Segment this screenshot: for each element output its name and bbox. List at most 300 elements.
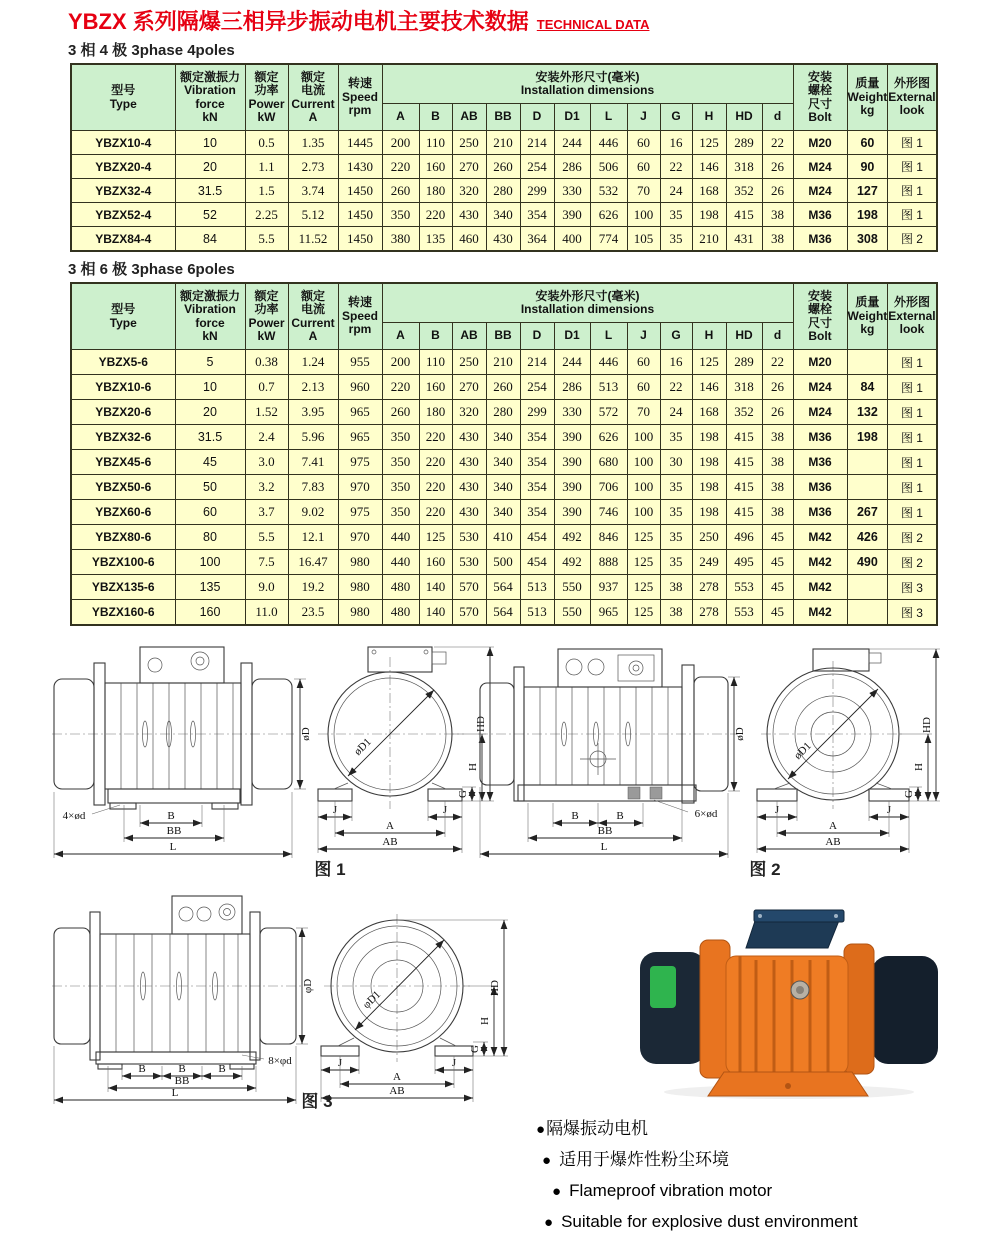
feature-text: 适用于爆炸性粉尘环境 [559,1150,730,1169]
table-6pole-body [71,350,937,626]
cell-value: 965 [338,425,382,450]
figure2-drawing [478,637,948,867]
cell-value: 198 [692,203,726,227]
col-header-dims-group [382,283,793,323]
cell-value: 135 [175,575,245,600]
cell-type: YBZX80-6 [71,525,175,550]
cell-value: 22 [762,350,793,375]
cell-value: 45 [762,575,793,600]
cell-value: 550 [554,575,590,600]
header-line: 螺栓 [807,302,832,317]
cell-value: 60 [175,500,245,525]
cell-value: 330 [554,179,590,203]
cell-value: 60 [627,350,660,375]
table-row [71,550,937,575]
cell-value: 318 [726,375,762,400]
col-header-dim: D1 [554,323,590,350]
cell-value: 354 [520,475,554,500]
cell-value: 35 [660,500,692,525]
cell-value: 254 [520,375,554,400]
header-line: Weight [847,89,888,104]
col-header-dim: D [520,323,554,350]
cell-value: 970 [338,475,382,500]
col-header-dim: BB [486,104,520,131]
cell-value: 318 [726,155,762,179]
table-6pole [70,282,938,626]
cell-value: 45 [762,600,793,626]
cell-value: 23.5 [288,600,338,626]
table-row [71,450,937,475]
cell-value: 图 1 [888,203,937,227]
col-header-dim: G [660,323,692,350]
cell-value: 100 [627,203,660,227]
cell-value: 50 [175,475,245,500]
cell-value: 60 [847,131,888,155]
cell-value: 10 [175,375,245,400]
cell-value: 60 [627,131,660,155]
cell-value: 84 [175,227,245,252]
cell-value: 160 [175,600,245,626]
header-line: 安装 [807,288,832,303]
cell-value: 125 [627,550,660,575]
cell-value: 160 [419,550,452,575]
cell-value: 图 2 [888,227,937,252]
cell-value: 70 [627,179,660,203]
col-header-weight [847,283,888,350]
cell-value: 11.52 [288,227,338,252]
cell-value: 244 [554,131,590,155]
cell-value: 38 [762,500,793,525]
dim-label-j: J [451,1057,457,1069]
cell-value: 440 [382,550,419,575]
cell-value: 20 [175,155,245,179]
cell-value: 198 [692,500,726,525]
cell-value: 5.12 [288,203,338,227]
cell-type: YBZX135-6 [71,575,175,600]
dim-label-b: B [571,810,579,822]
col-header-dim: HD [726,104,762,131]
feature-text: Flameproof vibration motor [569,1181,773,1200]
motor-base [708,1072,868,1096]
table-row [71,500,937,525]
cell-value: 495 [726,550,762,575]
cell-value: 198 [692,475,726,500]
cell-value: M42 [793,550,847,575]
cell-value: 250 [452,350,486,375]
header-line: Speed [341,89,378,104]
cell-value: 图 1 [888,450,937,475]
cell-value: 513 [520,575,554,600]
col-header-dim: B [419,323,452,350]
cell-value: 160 [419,375,452,400]
dim-label-holes8: 8×φd [268,1055,292,1067]
cell-value: 图 1 [888,425,937,450]
cell-value: 1.52 [245,400,288,425]
cell-value: 774 [590,227,627,252]
table-row [71,475,937,500]
cell-value: 140 [419,600,452,626]
col-header-speed [338,283,382,350]
cell-value: 564 [486,575,520,600]
figure3-caption: 图 3 [301,1092,333,1111]
col-header-dim: L [590,104,627,131]
cell-value: 16.47 [288,550,338,575]
cell-value: 146 [692,375,726,400]
cell-value: M36 [793,227,847,252]
cell-value: M24 [793,155,847,179]
cell-value: 496 [726,525,762,550]
dim-label-h: H [467,763,479,771]
cell-value: M20 [793,131,847,155]
cell-value: 340 [486,425,520,450]
cell-value: 图 1 [888,350,937,375]
cell-value: M42 [793,575,847,600]
cell-value: 35 [660,425,692,450]
cell-value: 430 [486,227,520,252]
dim-label-b: B [138,1063,146,1075]
cell-value: 200 [382,131,419,155]
col-header-force [175,64,245,131]
cell-value: 364 [520,227,554,252]
header-line: kg [860,103,875,118]
col-header-dims-group [382,64,793,104]
cell-value: 38 [762,227,793,252]
cell-value: 210 [692,227,726,252]
dim-label-ab: AB [825,836,841,848]
cell-value: 506 [590,155,627,179]
figure3-drawing [52,894,517,1106]
cell-value: 5.96 [288,425,338,450]
cell-value: 415 [726,450,762,475]
cell-value: 35 [660,475,692,500]
cell-value: 1450 [338,227,382,252]
dim-label-g: G [457,790,469,798]
col-header-external [888,64,937,131]
dim-label-l: L [171,1087,179,1099]
cell-value: 35 [660,203,692,227]
cell-value: 975 [338,450,382,475]
header-line: 型号 [111,302,136,317]
cell-value: 354 [520,203,554,227]
dim-label-a: A [386,820,394,832]
col-header-power [245,64,288,131]
dim-label-a: A [829,820,837,832]
dim-label-phi-d1: φD1 [360,988,384,1012]
cell-type: YBZX10-6 [71,375,175,400]
cell-value: 415 [726,475,762,500]
col-header-dim: J [627,104,660,131]
header-line: 安装外形尺寸(毫米) [535,69,640,84]
header-line: 额定激振力 [179,288,240,303]
cell-value: 278 [692,575,726,600]
cell-value: 图 2 [888,550,937,575]
cell-type: YBZX5-6 [71,350,175,375]
cell-value: M24 [793,375,847,400]
col-header-dim: L [590,323,627,350]
cell-value: 380 [382,227,419,252]
cell-value: 260 [382,179,419,203]
header-line: Vibration [184,83,236,98]
cell-value: 1430 [338,155,382,179]
cell-value: 1.24 [288,350,338,375]
col-header-dim: d [762,323,793,350]
table-row [71,400,937,425]
dim-label-j: J [774,804,780,816]
cell-value: 60 [627,155,660,179]
figures-area [0,632,1000,1238]
header-line: Bolt [808,109,832,124]
cell-value: 3.7 [245,500,288,525]
cell-value: 340 [486,475,520,500]
cell-value: M36 [793,475,847,500]
cell-type: YBZX84-4 [71,227,175,252]
header-line: Current [291,96,335,111]
header-line: Power [248,315,285,330]
section-title-6pole: 3 相 6 极 3phase 6poles [68,261,235,278]
header-line: kW [257,328,276,343]
cell-value: 100 [627,450,660,475]
cell-value: 431 [726,227,762,252]
cell-value: 260 [486,375,520,400]
header-line: 额定 [254,288,279,303]
cell-value: 270 [452,155,486,179]
cell-value: 图 3 [888,575,937,600]
fig1-front-dimensions [318,647,494,853]
header-line: kN [202,328,218,343]
cell-value: 7.83 [288,475,338,500]
fig2-side-view [478,649,738,803]
fig3-front-dimensions [321,920,508,1102]
cell-value: 5.5 [245,525,288,550]
cell-value: 1450 [338,203,382,227]
cell-value: 38 [762,475,793,500]
cell-value: 1450 [338,179,382,203]
cell-value: 550 [554,600,590,626]
header-line: 尺寸 [807,315,832,330]
cell-value: 26 [762,375,793,400]
header-line: kg [860,322,875,337]
cell-value: 31.5 [175,179,245,203]
cell-value: 530 [452,550,486,575]
cell-value: 125 [627,600,660,626]
bullet-icon: ● [536,1121,546,1138]
cell-value: 354 [520,450,554,475]
header-line: force [195,96,225,111]
dim-label-dia-d1: øD1 [351,735,374,758]
cell-value: 127 [847,179,888,203]
cell-value: 286 [554,155,590,179]
dim-label-g: G [903,790,915,798]
dim-label-h: H [479,1017,491,1025]
cell-value: 60 [627,375,660,400]
cell-type: YBZX20-4 [71,155,175,179]
header-line: 转速 [347,76,372,91]
dim-label-a: A [393,1071,401,1083]
cell-value: 888 [590,550,627,575]
dim-label-g: G [469,1045,481,1053]
dim-label-phi-d: φD [302,978,314,994]
cell-value: 965 [590,600,627,626]
cell-value: 570 [452,575,486,600]
cell-value: 553 [726,575,762,600]
cell-value: 553 [726,600,762,626]
cell-value: 80 [175,525,245,550]
cell-value: 980 [338,575,382,600]
table-row [71,600,937,626]
feature-item [536,1207,986,1238]
cell-value: 340 [486,500,520,525]
fig2-front-view [757,649,909,809]
header-line: Current [291,315,335,330]
cell-value: 214 [520,131,554,155]
cell-value: 220 [382,155,419,179]
cell-value: 492 [554,525,590,550]
cell-value: 220 [419,500,452,525]
table-4pole [70,63,938,252]
cell-value: 350 [382,475,419,500]
cell-value: 430 [452,475,486,500]
cell-value: 52 [175,203,245,227]
cell-value: 350 [382,450,419,475]
cell-value: 图 2 [888,525,937,550]
cell-value: 390 [554,425,590,450]
cell-value: 289 [726,350,762,375]
cell-value: 390 [554,475,590,500]
cell-value: 38 [762,425,793,450]
cell-type: YBZX20-6 [71,400,175,425]
dim-label-ab: AB [382,836,398,848]
cell-value: 446 [590,131,627,155]
cell-value: 572 [590,400,627,425]
page-title-cn: YBZX 系列隔爆三相异步振动电机主要技术数据 [68,9,529,34]
cell-value: 320 [452,179,486,203]
cell-value: 746 [590,500,627,525]
dim-label-holes6: 6×ød [694,808,718,820]
header-line: 质量 [855,295,880,310]
col-header-weight [847,64,888,131]
green-label [650,966,676,1008]
dim-label-dia-d: øD [734,727,746,741]
cell-value: 3.0 [245,450,288,475]
cell-value: 0.7 [245,375,288,400]
feature-text: 隔爆振动电机 [546,1119,649,1138]
dim-label-bb: BB [174,1075,190,1087]
cell-value [847,350,888,375]
dim-label-dia-d: øD [300,727,312,741]
dim-label-j: J [337,1057,343,1069]
header-line: kN [202,109,218,124]
cell-value: 286 [554,375,590,400]
cell-value: 180 [419,179,452,203]
figure1-caption: 图 1 [314,860,346,879]
cell-value: 350 [382,425,419,450]
cell-value: 446 [590,350,627,375]
cell-value: 430 [452,500,486,525]
col-header-dim: AB [452,323,486,350]
dim-label-h: H [913,763,925,771]
cell-value: 970 [338,525,382,550]
terminal-box [746,910,844,948]
cell-value: 530 [452,525,486,550]
cell-value: M24 [793,400,847,425]
cell-value: 980 [338,600,382,626]
header-line: 额定 [300,288,325,303]
dim-label-holes4: 4×ød [62,810,86,822]
cell-value: 254 [520,155,554,179]
cell-value: 35 [660,525,692,550]
cell-value: 1.5 [245,179,288,203]
dim-label-b: B [178,1063,186,1075]
technical-data-link[interactable]: TECHNICAL DATA [536,17,650,32]
cell-value: 100 [627,500,660,525]
cell-value: 16 [660,131,692,155]
table-row [71,350,937,375]
cell-value: 415 [726,425,762,450]
cell-value: 20 [175,400,245,425]
col-header-dim: D [520,104,554,131]
bullet-icon: ● [542,1152,552,1169]
cell-value: 214 [520,350,554,375]
cell-value: 1445 [338,131,382,155]
header-line: force [195,315,225,330]
header-line: 型号 [111,83,136,98]
header-line: Installation dimensions [520,302,655,316]
cell-value [847,600,888,626]
cell-value: 45 [175,450,245,475]
cell-value: 278 [692,600,726,626]
table-row [71,375,937,400]
cell-value: M36 [793,450,847,475]
table-row [71,155,937,179]
header-line: Power [248,96,285,111]
header-line: look [899,322,925,337]
cell-value: 299 [520,400,554,425]
cell-value [847,575,888,600]
cell-value: 280 [486,400,520,425]
cell-value: 513 [590,375,627,400]
cell-value: 220 [419,475,452,500]
cell-value: 937 [590,575,627,600]
header-line: 功率 [254,83,279,98]
cell-value: 45 [762,550,793,575]
dim-label-b: B [218,1063,226,1075]
header-line: Weight [847,308,888,323]
cell-value: 267 [847,500,888,525]
cell-value: 70 [627,400,660,425]
col-header-dim: H [692,323,726,350]
cell-value: 390 [554,450,590,475]
header-line: 尺寸 [807,96,832,111]
cell-value: 0.38 [245,350,288,375]
cell-value: 532 [590,179,627,203]
cell-value: 22 [660,375,692,400]
cell-value: 0.5 [245,131,288,155]
cell-value: 492 [554,550,590,575]
col-header-dim: BB [486,323,520,350]
cell-value: 270 [452,375,486,400]
feature-list [536,1114,986,1238]
col-header-power [245,283,288,350]
cell-value: 198 [692,425,726,450]
cell-type: YBZX32-4 [71,179,175,203]
cell-value: 45 [762,525,793,550]
header-line: 电流 [300,302,325,317]
cell-value: 430 [452,450,486,475]
header-line: 外形图 [893,76,930,91]
cell-value: 626 [590,203,627,227]
header-line: 额定 [254,69,279,84]
fig1-front-view [318,647,464,809]
